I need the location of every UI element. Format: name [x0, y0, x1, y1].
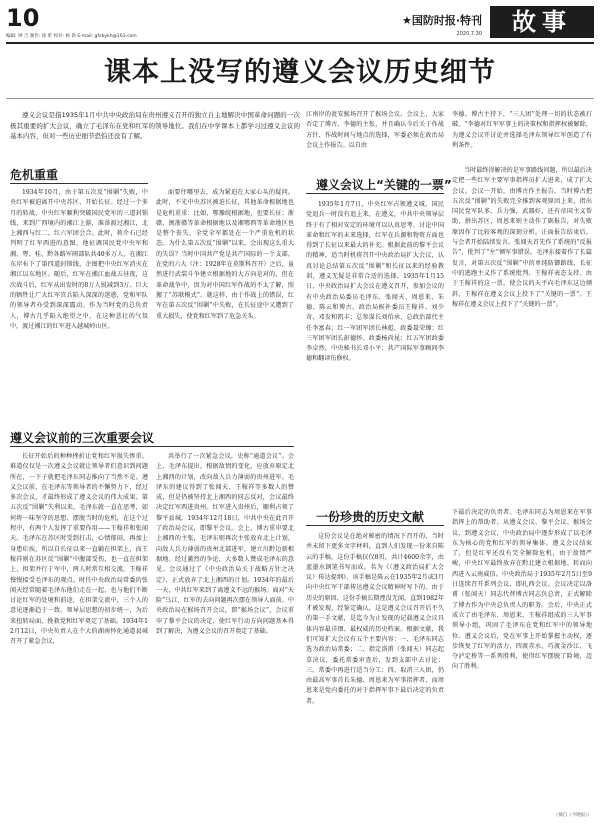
column-2-part-b	[156, 452, 294, 820]
column-3-part-c	[306, 532, 444, 820]
editors-line: 编辑: 钟 吉 制作: 徐 昕 校对: 杨 新 E-mail: gfxbykh@163.com	[6, 34, 137, 39]
masthead-rule	[6, 42, 594, 44]
section-title-crisis: 危机重重	[10, 168, 59, 182]
section-rule	[306, 525, 444, 526]
paragraph: 当时最终得解决的是军事路线问题，所以最后决定把一些红军主要军事指挥员扩大进来，成了扩大会议。会议一开始，由博古作主报告，当时博古把五次反“围剿”的失败完全推到客观原因上来，指出国民党军队多、兵力强，武器好，还有帝国主义帮助，拼出苏区，周恩来则主动作了副报告，对失败原因作了比较客观的深刻分析。正面报告结束后，与会者开始陆续发言。张闻天首先作了系统的“反报告”，批判了“左”倾军事错误。毛泽东接着作了长篇发言，对第五次反“围剿”中的单纯防御路线、长征中的逃跑主义作了系统批判。王稼祥表态支持。由于王稼祥的这一票，使会议的天平向毛泽东这边倾斜，王稼祥在遵义会议上投下了“关键的一票”。王稼祥在遵义会议上投下了“关键的一票”。	[452, 167, 592, 308]
paragraph: 1934年10月，由于第五次反“围剿”失败，中央红军被迫离开中央苏区，开始长征。经过一个多月的转战，中央红军顺利突破国民党军的三道封锁线，来到广西境内的湘江上游，准备渡过湘江，北上湘西与红二、红六军团会合。此时，蒋介石已经判明了红军西进的意图，他征调国民党中央军和湘、粤、桂、黔各路军阀部队共40多万人，在湘江东岸布下了第四道封锁线，企图把中央红军消灭在湘江以东地区。随后，红军在湘江血战五昼夜，这次战斗后，红军从出发时的8万人锐减到3万。巨大的牺牲让广大红军官兵陷入深深的迷惑，党和军队的领导者亦受到深深震动。作为当时党的总负责人，博古几乎陷入绝望之中，在这种悲壮的气氛中，渡过湘江的红军进入越城岭山区。	[10, 189, 148, 330]
section-rule	[306, 193, 444, 194]
section-rule	[10, 183, 148, 184]
column-3-part-a	[306, 110, 444, 162]
headline: 课本上没写的遵义会议历史细节	[104, 57, 496, 88]
column-1-part-b	[10, 452, 148, 820]
section-title-document: 一份珍贵的历史文献	[316, 510, 425, 524]
section-title-three-meetings: 遵义会议前的三次重要会议	[10, 431, 155, 445]
section-rule	[10, 446, 294, 447]
column-4-part-a	[452, 110, 592, 162]
column-2-part-a	[156, 188, 294, 422]
paragraph: 长征开始后的种种挫折让党和红军损失惨重。难道仅仅是一次遵义会议就让领导者们意识到问题所在，一下子就把毛泽东同志推向了当然不是。遵义会议前，在毛泽东等领导者的不懈努力下，经过多次会议，才最终形成了遵义会议的伟大成果。第五次反“围剿”失利以来，毛泽东就一直在思考，如何将一味坚守的思想、摆脱当时的危机，在这个过程中，有两个人发挥了重要作用——王稼祥和张闻天。毛泽东在苏区时受到打击，心情郁闷，再加上身患疟疾，所以自长征以来一直躺在担架上，而王稼祥则在苏区反“围剿”中腹部受伤，也一直在担架上，担架并行于军中，两人时常互相交流，王稼祥慢慢接受毛泽东的观点。时任中央政治局常委的张闻天经常随着毛泽东他们走在一起，也与他们不断讨论红军的处境和前途，在担架交流中，三个人的意见逐渐趋于一致。领导层思想的初步统一，为后来扭转局面，挽救党和红军奠定了基础。1934年12月12日，中央负责人在个大的湖南怀化通道县城召开了紧急会议，	[10, 453, 148, 646]
column-4-part-b	[452, 166, 592, 502]
page-number: 10	[6, 4, 40, 32]
column-1-part-a	[10, 188, 148, 422]
paragraph: 江南岸的瓮安猴场召开了猴场会议。会议上，大家否定了博古、李德的主张，并且确认今后关于作战方针、作战时间与地点的选择，军委必须在政治局会议上作报告。以自由	[306, 111, 444, 149]
paragraph: 这份会议是在绝对秘密的情况下召开的，当时并未留下更多文字材料，直到人们发现一份来自陈云的手稿，这份手稿仅仅8页，共计4600余字，由蓝墨水钢笔书写而成。名为《（遵义政治局扩大会议）传达提纲》，该手稿是陈云在1935年2月或3月向中央红军干部传达遵义会议精神时写下的。由于历史的原因，这份手稿长期湮没无闻，直到1982年才被发现，经鉴定确认，这是遵义会议召开后不久的第一手文献，是迄今为止发现的记载遵义会议具体内容最详细、最权威的历史档案。根据文献，我们可知扩大会议有五个主要内容：一、毛泽东同志选为政治局常委；二、指定洛甫（张闻天）同志起草决议，委托常委审查后，发到支部中去讨论；三、常委中再进行适当分工；四、取消三人团，仍由最高军事首长朱德、周恩来为军事指挥者，而周恩来是党内委托的对于指挥军事下最后决定的负责者。	[306, 533, 444, 705]
paragraph: 面要往哪里去，成为紧迫在大家心头的疑问。此时，不光中央苏区被迫长征，其他革命根据地也是危机重重：比如，鄂豫皖根据地，也要长征；浙赣、闽浙赣等革命根据地以及湘鄂西等革命地区也是整个丧失，全党全军都处在一个严重危机的状态。为什么第五次反“围剿”以来，会出现这么重大的失误？当时中国共产党是共产国际的一个支部，在党的六大（注：1928年在莫斯科召开）之后，虽然进行武装斗争建立根据地的大方向是对的，但在革命战争中，因为对中国红军作战的不太了解，照搬了“苏联模式”。就这样，由于作战上的错误，红军在第五次反“围剿”中失败，在长征途中又遭到了重大损失，使党和红军到了危急关头。	[156, 189, 294, 320]
masthead	[6, 6, 594, 40]
source-note: （摘自《今晚报》）	[553, 813, 592, 818]
lead-paragraph: 遵义会议是指1935年1月中共中央政治局在贵州遵义召开的独立自主地解决中国革命问题的一次极其重要的扩大会议，确立了毛泽东在党和红军的领导地位。我们在中学课本上都学习过遵义会议的基本内容，但对一些历史细节恐怕还没有了解。	[10, 111, 300, 140]
paragraph: 李德、博古主持下，“三人团”处理一切的状态被打破。“李德对红军军事上的决策权和指挥权被解除，为遵义会议开讨论并选择毛泽东领导红军创造了有利条件。	[452, 111, 592, 149]
section-title-key-vote: 遵义会议上“关键的一票”	[316, 178, 452, 192]
issue-date: 2020.7.30	[456, 31, 482, 37]
paragraph: 共举行了一次紧急会议，史称“通道会议”。会上，毛泽东提出，根据敌情的变化，应放弃原定北上湘西的计划，改向敌人兵力薄弱的贵州进军。毛泽东的建议得到了张闻天、王稼祥等多数人的赞成，但是仍被坚持北上湘西的同志反对，会议最终决定红军西进贵州。红军进入贵州后，顺利占领了黎平县城。1934年12月18日，中共中央在此召开了政治局会议，即黎平会议。会上，博古重申要北上湘西的主张，毛泽东则再次主张放弃北上计划，向敌人兵力薄弱的贵州北部进军，建立川黔边新根据地。经过激烈的争论，大多数人赞成毛泽东的意见。会议通过了《中央政治局关于战略方针之决定》，正式放弃了北上湘西的计划。1934年的最后一天，中共红军来到了离遵义不远的猴场。面对“天险”乌江，红军的去向问题再次摆在领导人面前。中央政治局在猴场召开会议，即“猴场会议”，会议重申了黎平会议的决定，使红军行动方向问题基本得到了解决，为遵义会议的召开奠定了基础。	[156, 453, 294, 636]
paragraph: 1935年1月7日，中央红军占领遵义城，国民党追兵一时没有追上来，在遵义，中共中央领导层终于有了相对安定的环境可以认真思考、讨论中国革命和红军的未来选择，红军在兵源和物资方面也得到了长征以来最大的补充。根据此前的黎平会议的精神，适当时机将召开中央政治局扩大会议，认真讨论总结第五次反“围剿”和长征以来的经验教训，遵义无疑是非常合适的选择。1935年1月15日，中央政治局扩大会议在遵义召开，参加会议的有中央政治局委员毛泽东、张闻天、周恩来、朱德、陈云和博古，政治局候补委员王稼祥、刘少奇、邓发和凯丰；总参谋长刘伯承，总政治部代主任李富春；红一军团军团长林彪、政委聂荣臻；红三军团军团长彭德怀、政委杨尚昆；红五军团政委李卓然，中央秘书长邓小平；共产国际军事顾问李德和翻译伍修权。	[306, 201, 444, 363]
headline-rule	[6, 98, 594, 99]
paragraph: 下最后决定的负责者。毛泽东同志为周恩来在军事指挥上的帮助者。从遵义会议、黎平会议、猴场会议、到遵义会议，中央政治局中逐步形成了以毛泽东为核心的党和红军的领导集体。遵义会议结束了，但是红军还没有完全解除危机，由于敌情严峻，中央红军最终放弃在黔北建立根据地、转而向西进入云南威信。中央政治局于1935年2月5日至9日连续召开系列会议，即扎西会议。会议决定以洛甫（张闻天）同志代替博古同志负总责，正式解除了博古作为中央总负责人的职务。会后，中央正式成立了由毛泽东、周恩来、王稼祥组成的三人军事领导小组，巩固了毛泽东在党和红军中的领导地位。遵义会议后，党在军事上开始掌握主动权，逐步恢复了红军的活力，四渡赤水、巧渡金沙江、飞夺泸定桥等一系列胜利，使得红军摆脱了险境，迈向了胜利。	[452, 509, 592, 671]
column-4-part-c	[452, 508, 592, 810]
column-name-box: 故事	[490, 6, 594, 38]
column-3-part-b	[306, 200, 444, 502]
paper-name: ★国防时报·特刊	[401, 14, 482, 27]
